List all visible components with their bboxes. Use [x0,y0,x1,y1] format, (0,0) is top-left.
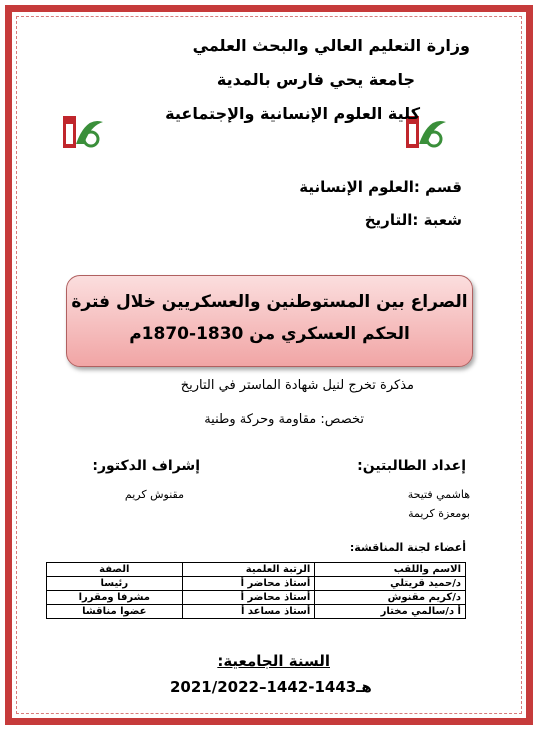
university-name: جامعة يحي فارس بالمدية [216,70,415,89]
academic-year-value: 2021/2022–1442-1443هـ [170,678,372,696]
academic-year-label: السنة الجامعية: [217,652,330,670]
jury-member-rank: أستاذ مساعد أ [182,605,315,619]
jury-table [46,562,466,619]
jury-col-rank: الرتبة العلمية [182,563,315,577]
thesis-subtitle: مذكرة تخرج لنيل شهادة الماستر في التاريخ [180,378,414,393]
students-heading: إعداد الطالبتين: [357,458,466,474]
jury-member-role: مشرفا ومقررا [47,591,183,605]
jury-heading: أعضاء لجنة المناقشة: [349,541,466,554]
department-label: قسم :العلوم الإنسانية [299,178,462,196]
jury-col-role: الصفة [47,563,183,577]
jury-table-header [47,563,466,577]
supervisor-name: مقنوش كريم [124,488,184,501]
thesis-title-line2: الحكم العسكري من 1830-1870م [129,324,410,344]
university-logo-left [62,112,104,152]
supervisor-heading: إشراف الدكتور: [92,458,200,474]
student-name-2: بومعزة كريمة [408,507,470,520]
jury-member-name: أ د/سالمي مختار [315,605,466,619]
jury-member-name: د/كريم مقنوش [315,591,466,605]
table-row [47,577,466,591]
jury-col-name: الاسم واللقب [315,563,466,577]
jury-member-name: د/حميد قريتلي [315,577,466,591]
student-name-1: هاشمي فتيحة [407,488,470,501]
table-row [47,605,466,619]
ministry-name: وزارة التعليم العالي والبحث العلمي [192,36,470,55]
branch-label: شعبة :التاريخ [364,211,462,229]
specialization: تخصص: مقاومة وحركة وطنية [204,412,364,427]
thesis-title-box [66,275,473,367]
faculty-name: كلية العلوم الإنسانية والإجتماعية [165,104,420,123]
jury-member-rank: أستاذ محاضر أ [182,591,315,605]
jury-member-rank: أستاذ محاضر أ [182,577,315,591]
jury-member-role: رئيسا [47,577,183,591]
jury-member-role: عضوا مناقشا [47,605,183,619]
table-row [47,591,466,605]
thesis-title-line1: الصراع بين المستوطنين والعسكريين خلال فترة [71,292,468,312]
